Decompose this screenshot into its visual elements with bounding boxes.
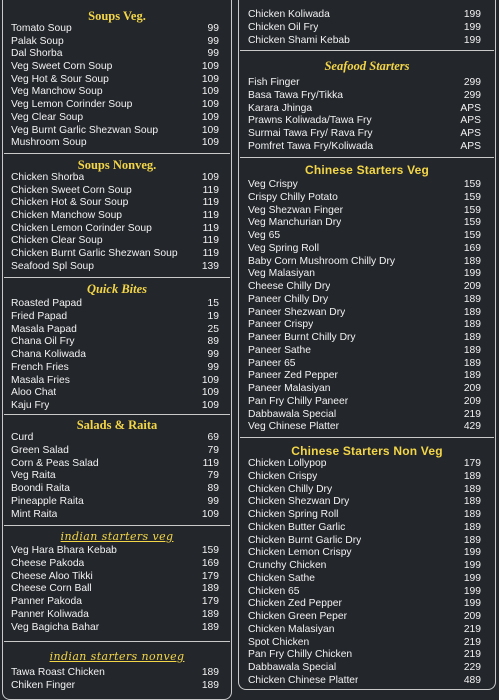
menu-item-name: Paneer Zed Pepper — [248, 370, 338, 382]
menu-item-row — [11, 470, 219, 483]
menu-column-left — [2, 0, 232, 700]
menu-item-price: 229 — [463, 662, 481, 673]
menu-item-row — [248, 230, 481, 243]
menu-item-price: 99 — [207, 48, 219, 60]
menu-item-name: Veg Spring Roll — [248, 242, 319, 254]
menu-item-name: Veg 65 — [248, 230, 281, 241]
menu-item-price: 99 — [207, 361, 219, 373]
menu-item-price: 119 — [202, 457, 219, 469]
menu-item-row — [11, 311, 219, 324]
menu-item-price: 139 — [201, 260, 219, 272]
section-title-soups-veg: Soups Veg. — [88, 9, 146, 23]
menu-item-name: Chicken Chinese Platter — [248, 674, 359, 686]
menu-item-name: Prawns Koliwada/Tawa Fry — [248, 115, 372, 127]
menu-item-name: Veg Raita — [11, 470, 56, 482]
menu-item-name: Veg Clear Soup — [11, 111, 84, 123]
menu-item-name: Kaju Fry — [11, 400, 50, 411]
section-title-chinese-starters-veg: Chinese Starters Veg — [304, 163, 430, 177]
menu-item-row — [11, 445, 219, 458]
menu-item-price: 109 — [201, 172, 219, 183]
menu-item-row — [11, 571, 219, 584]
menu-item-price: 15 — [207, 298, 219, 309]
menu-item-row — [248, 22, 481, 35]
menu-item-price: 189 — [201, 679, 219, 691]
menu-item-price: APS — [460, 128, 481, 139]
menu-item-row — [248, 535, 481, 548]
menu-item-row — [11, 23, 219, 36]
menu-item-row — [248, 471, 481, 484]
menu-item-row — [248, 624, 481, 637]
menu-item-name: Veg Sweet Corn Soup — [11, 61, 113, 73]
menu-item-row — [11, 362, 219, 375]
menu-item-row — [248, 90, 481, 103]
menu-item-price: 189 — [463, 344, 481, 356]
menu-item-name: Veg Burnt Garlic Shezwan Soup — [11, 124, 159, 136]
menu-item-row — [11, 609, 219, 622]
menu-item-price: 189 — [201, 608, 219, 620]
menu-item-row — [248, 205, 481, 218]
menu-item-row — [11, 298, 219, 311]
menu-item-name: Chicken Koliwada — [248, 9, 330, 20]
menu-item-row — [11, 583, 219, 596]
menu-item-name: Chicken Zed Pepper — [248, 598, 342, 610]
menu-item-row — [248, 141, 481, 154]
menu-item-price: 189 — [463, 483, 481, 495]
menu-item-row — [248, 294, 481, 307]
menu-item-price: 489 — [463, 674, 481, 686]
menu-item-price: 159 — [463, 179, 481, 190]
menu-item-name: Pineapple Raita — [11, 495, 84, 507]
menu-item-row — [11, 667, 219, 680]
menu-item-name: Chicken Sweet Corn Soup — [11, 184, 132, 196]
menu-item-price: 109 — [201, 111, 219, 123]
menu-item-name: Chicken Chilly Dry — [248, 483, 333, 495]
menu-item-name: Chana Koliwada — [11, 349, 86, 360]
menu-item-name: Chicken 65 — [248, 585, 300, 597]
menu-item-row — [248, 560, 481, 573]
menu-item-name: Chiken Finger — [11, 679, 76, 691]
menu-item-price: 189 — [463, 255, 481, 267]
menu-item-row — [11, 172, 219, 185]
menu-item-price: APS — [460, 115, 481, 127]
menu-item-row — [248, 332, 481, 345]
menu-item-name: Chicken Burnt Garlic Shezwan Soup — [11, 248, 178, 260]
menu-item-name: Dabbawala Special — [248, 408, 337, 420]
menu-item-price: 109 — [201, 374, 219, 386]
menu-item-row — [248, 396, 481, 409]
chinese-starters-nonveg-list — [239, 458, 495, 688]
menu-item-price: 109 — [201, 86, 219, 98]
menu-item-price: 89 — [207, 336, 219, 348]
menu-item-price: 299 — [463, 77, 481, 88]
menu-item-name: Crispy Chilly Potato — [248, 191, 338, 203]
menu-item-price: 169 — [463, 242, 481, 254]
menu-item-price: 99 — [207, 35, 219, 47]
menu-item-price: 189 — [463, 306, 481, 318]
menu-item-row — [11, 545, 219, 558]
menu-item-row — [11, 197, 219, 210]
menu-item-name: Masala Papad — [11, 323, 77, 335]
section-divider — [240, 437, 494, 438]
menu-item-name: French Fries — [11, 361, 69, 373]
menu-item-name: Surmai Tawa Fry/ Rava Fry — [248, 128, 373, 139]
menu-item-row — [248, 484, 481, 497]
menu-item-row — [248, 522, 481, 535]
menu-item-price: 189 — [463, 357, 481, 369]
quick-bites-list — [3, 298, 231, 413]
menu-item-row — [11, 36, 219, 49]
menu-item-name: Aloo Chat — [11, 387, 57, 399]
menu-item-name: Fish Finger — [248, 77, 300, 88]
menu-item-row — [248, 243, 481, 256]
menu-item-name: Veg Manchurian Dry — [248, 217, 342, 229]
menu-item-price: 99 — [207, 495, 219, 507]
menu-item-price: 79 — [207, 444, 219, 456]
menu-item-name: Chicken Lemon Corinder Soup — [11, 222, 152, 234]
menu-item-price: 189 — [463, 521, 481, 533]
menu-item-row — [248, 307, 481, 320]
section-divider — [240, 50, 494, 51]
menu-item-price: 99 — [207, 23, 219, 34]
menu-item-row — [11, 596, 219, 609]
menu-item-price: 199 — [463, 572, 481, 584]
menu-item-row — [11, 99, 219, 112]
menu-item-price: 219 — [463, 649, 481, 661]
menu-item-price: 119 — [202, 235, 219, 247]
menu-item-row — [11, 48, 219, 61]
menu-item-name: Veg Shezwan Finger — [248, 204, 344, 216]
menu-item-price: 199 — [463, 560, 481, 571]
menu-item-row — [248, 383, 481, 396]
soups-nonveg-list — [3, 172, 231, 274]
menu-item-row — [11, 235, 219, 248]
menu-item-price: 159 — [463, 191, 481, 203]
menu-item-name: Spot Chicken — [248, 636, 310, 648]
menu-item-name: Boondi Raita — [11, 483, 70, 495]
menu-item-name: Panner Pakoda — [11, 596, 82, 608]
menu-item-price: 109 — [201, 387, 219, 399]
menu-item-name: Veg Hara Bhara Kebab — [11, 545, 117, 556]
menu-item-name: Chicken Butter Garlic — [248, 521, 346, 533]
section-title-soups-nonveg: Soups Nonveg. — [77, 158, 157, 172]
menu-item-name: Chicken Sathe — [248, 572, 315, 584]
menu-item-row — [248, 637, 481, 650]
menu-item-row — [248, 319, 481, 332]
menu-item-name: Palak Soup — [11, 35, 64, 47]
menu-item-row — [11, 680, 219, 693]
menu-item-price: 119 — [202, 248, 219, 260]
menu-item-row — [11, 400, 219, 413]
menu-item-name: Karara Jhinga — [248, 102, 313, 114]
menu-item-price: 109 — [201, 137, 219, 149]
menu-item-price: 179 — [201, 596, 219, 608]
menu-item-row — [11, 349, 219, 362]
menu-item-row — [11, 458, 219, 471]
section-divider — [4, 414, 230, 415]
menu-item-row — [11, 387, 219, 400]
menu-item-name: Paneer Shezwan Dry — [248, 306, 346, 318]
menu-item-row — [11, 185, 219, 198]
menu-item-row — [11, 223, 219, 236]
menu-item-row — [248, 598, 481, 611]
menu-item-name: Cheese Chilly Dry — [248, 281, 331, 292]
section-divider — [4, 525, 230, 526]
menu-item-price: 119 — [202, 210, 219, 222]
menu-item-price: 199 — [463, 585, 481, 597]
menu-item-name: Mint Raita — [11, 508, 58, 520]
menu-column-right — [238, 0, 496, 690]
indian-starters-nonveg-list — [3, 667, 231, 693]
menu-item-row — [248, 358, 481, 371]
menu-item-price: 189 — [463, 470, 481, 482]
menu-item-name: Chicken Malasiyan — [248, 623, 335, 635]
menu-item-name: Pomfret Tawa Fry/Koliwada — [248, 140, 374, 152]
menu-item-price: 199 — [463, 21, 481, 33]
menu-item-price: 119 — [202, 197, 219, 209]
menu-item-name: Chicken Shorba — [11, 172, 85, 183]
menu-item-row — [11, 483, 219, 496]
menu-item-row — [248, 35, 481, 48]
menu-item-price: 109 — [201, 124, 219, 136]
menu-item-name: Cheese Corn Ball — [11, 583, 92, 595]
section-divider — [4, 153, 230, 154]
menu-item-row — [11, 509, 219, 522]
menu-item-price: 89 — [207, 483, 219, 495]
menu-item-name: Paneer Crispy — [248, 319, 314, 331]
menu-item-name: Tomato Soup — [11, 23, 72, 34]
menu-item-row — [11, 125, 219, 138]
menu-item-name: Paneer Burnt Chilly Dry — [248, 332, 356, 343]
menu-item-price: 219 — [463, 408, 481, 420]
menu-item-name: Fried Papad — [11, 310, 68, 322]
menu-item-row — [248, 192, 481, 205]
section-title-indian-starters-veg: indian starters veg — [60, 530, 174, 543]
menu-item-row — [248, 649, 481, 662]
menu-item-price: APS — [460, 102, 481, 114]
chicken-items-continued-list — [239, 9, 495, 47]
menu-item-row — [11, 496, 219, 509]
menu-item-name: Dal Shorba — [11, 48, 63, 60]
menu-item-price: 179 — [201, 570, 219, 582]
menu-item-name: Seafood Spl Soup — [11, 260, 95, 272]
menu-item-row — [11, 558, 219, 571]
menu-item-row — [11, 74, 219, 87]
menu-item-row — [248, 281, 481, 294]
menu-item-price: 209 — [463, 395, 481, 407]
menu-item-name: Masala Fries — [11, 374, 70, 386]
menu-item-price: 189 — [463, 370, 481, 382]
menu-item-row — [248, 586, 481, 599]
soups-veg-list — [3, 23, 231, 150]
menu-item-name: Corn & Peas Salad — [11, 457, 99, 469]
menu-item-name: Chicken Clear Soup — [11, 235, 103, 247]
menu-item-name: Chicken Oil Fry — [248, 21, 319, 33]
menu-item-price: 159 — [463, 204, 481, 216]
menu-item-price: 109 — [201, 99, 219, 111]
menu-item-price: 189 — [463, 509, 481, 520]
menu-item-row — [11, 432, 219, 445]
menu-item-row — [248, 496, 481, 509]
menu-item-price: 299 — [463, 89, 481, 101]
menu-item-name: Veg Bagicha Bahar — [11, 621, 100, 633]
menu-item-name: Cheese Aloo Tikki — [11, 570, 93, 582]
menu-item-name: Pan Fry Chilly Chicken — [248, 649, 353, 661]
menu-item-name: Green Salad — [11, 444, 69, 456]
section-title-chinese-starters-nonveg: Chinese Starters Non Veg — [291, 444, 443, 458]
menu-item-row — [248, 268, 481, 281]
menu-item-row — [248, 370, 481, 383]
menu-item-price: 209 — [463, 611, 481, 622]
menu-item-name: Paneer Sathe — [248, 344, 311, 356]
menu-item-row — [248, 509, 481, 522]
menu-item-price: 159 — [463, 230, 481, 241]
menu-item-price: 159 — [201, 545, 219, 556]
menu-item-name: Veg Crispy — [248, 179, 298, 190]
menu-item-row — [248, 128, 481, 141]
menu-item-row — [248, 256, 481, 269]
menu-item-name: Baby Corn Mushroom Chilly Dry — [248, 255, 396, 267]
menu-item-price: 109 — [201, 400, 219, 411]
indian-starters-veg-list — [3, 545, 231, 635]
menu-item-row — [248, 458, 481, 471]
menu-item-name: Chicken Hot & Sour Soup — [11, 197, 129, 209]
menu-item-row — [11, 112, 219, 125]
menu-item-price: 109 — [201, 73, 219, 85]
menu-item-name: Paneer 65 — [248, 357, 296, 369]
section-divider — [240, 157, 494, 158]
section-divider — [4, 641, 230, 642]
menu-item-name: Crunchy Chicken — [248, 560, 327, 571]
menu-item-price: 159 — [463, 217, 481, 229]
menu-item-row — [248, 77, 481, 90]
menu-item-name: Chicken Manchow Soup — [11, 210, 123, 222]
menu-item-row — [248, 662, 481, 675]
menu-item-row — [248, 179, 481, 192]
menu-item-name: Tawa Roast Chicken — [11, 667, 105, 678]
menu-item-price: 209 — [463, 281, 481, 292]
menu-item-row — [11, 324, 219, 337]
menu-item-price: 19 — [207, 310, 219, 322]
menu-item-price: 99 — [207, 349, 219, 360]
menu-item-name: Chana Oil Fry — [11, 336, 75, 348]
menu-item-row — [248, 421, 481, 434]
menu-item-row — [11, 86, 219, 99]
menu-item-price: 219 — [463, 636, 481, 648]
menu-item-price: 25 — [207, 323, 219, 335]
menu-item-name: Veg Chinese Platter — [248, 421, 340, 433]
menu-item-row — [11, 375, 219, 388]
menu-item-row — [248, 345, 481, 358]
menu-item-row — [248, 675, 481, 688]
menu-item-name: Veg Hot & Sour Soup — [11, 73, 109, 85]
section-divider — [4, 277, 230, 278]
menu-item-name: Panner Koliwada — [11, 608, 89, 620]
menu-item-price: 189 — [201, 621, 219, 633]
menu-item-name: Pan Fry Chilly Paneer — [248, 395, 349, 407]
menu-item-name: Veg Malasiyan — [248, 268, 315, 280]
section-title-indian-starters-nonveg: indian starters nonveg — [49, 650, 185, 663]
salads-raita-list — [3, 432, 231, 522]
menu-item-price: 189 — [463, 534, 481, 546]
menu-item-price: 169 — [201, 557, 219, 569]
menu-item-price: 189 — [201, 583, 219, 595]
menu-item-row — [248, 115, 481, 128]
menu-item-price: 189 — [463, 332, 481, 343]
menu-item-price: 189 — [463, 496, 481, 508]
menu-item-name: Chicken Green Peper — [248, 611, 348, 622]
menu-item-name: Curd — [11, 432, 34, 443]
menu-item-row — [11, 622, 219, 635]
menu-item-price: 189 — [463, 293, 481, 305]
section-title-seafood-starters: Seafood Starters — [324, 59, 410, 73]
menu-item-row — [11, 248, 219, 261]
menu-item-price: 189 — [463, 319, 481, 331]
menu-item-price: 119 — [202, 222, 219, 234]
menu-item-price: APS — [460, 140, 481, 152]
menu-item-price: 199 — [463, 598, 481, 610]
menu-item-row — [11, 261, 219, 274]
chinese-starters-veg-list — [239, 179, 495, 434]
menu-item-name: Chicken Lemon Crispy — [248, 547, 352, 559]
menu-item-name: Chicken Spring Roll — [248, 509, 339, 520]
menu-item-price: 199 — [463, 34, 481, 46]
menu-item-name: Mushroom Soup — [11, 137, 87, 149]
menu-item-name: Veg Lemon Corinder Soup — [11, 99, 133, 111]
menu-item-row — [248, 611, 481, 624]
menu-item-price: 69 — [207, 432, 219, 443]
menu-item-row — [11, 210, 219, 223]
menu-item-name: Chicken Shami Kebab — [248, 34, 350, 46]
menu-item-row — [11, 137, 219, 150]
menu-item-price: 79 — [207, 470, 219, 482]
menu-item-name: Roasted Papad — [11, 298, 82, 309]
section-title-salads-raita: Salads & Raita — [76, 418, 158, 432]
menu-item-price: 109 — [201, 508, 219, 520]
menu-item-row — [11, 336, 219, 349]
menu-item-row — [248, 9, 481, 22]
section-title-quick-bites: Quick Bites — [86, 282, 148, 296]
menu-item-row — [248, 217, 481, 230]
menu-item-price: 189 — [201, 667, 219, 678]
menu-item-name: Veg Manchow Soup — [11, 86, 103, 98]
menu-item-name: Dabbawala Special — [248, 662, 337, 673]
menu-item-row — [248, 103, 481, 116]
seafood-starters-list — [239, 77, 495, 154]
menu-item-name: Chicken Shezwan Dry — [248, 496, 350, 508]
menu-item-price: 179 — [463, 458, 481, 469]
menu-item-price: 199 — [463, 268, 481, 280]
menu-item-price: 199 — [463, 9, 481, 20]
menu-item-name: Chicken Crispy — [248, 470, 318, 482]
menu-item-price: 429 — [463, 421, 481, 433]
menu-item-price: 119 — [202, 184, 219, 196]
menu-item-name: Paneer Malasiyan — [248, 383, 331, 394]
menu-item-row — [248, 409, 481, 422]
menu-item-price: 219 — [463, 623, 481, 635]
menu-item-name: Chicken Burnt Garlic Dry — [248, 534, 362, 546]
menu-item-price: 199 — [463, 547, 481, 559]
menu-item-name: Cheese Pakoda — [11, 557, 85, 569]
menu-item-row — [248, 547, 481, 560]
menu-item-price: 109 — [201, 61, 219, 73]
menu-item-name: Chicken Lollypop — [248, 458, 327, 469]
menu-item-row — [248, 573, 481, 586]
menu-item-name: Basa Tawa Fry/Tikka — [248, 89, 343, 101]
menu-item-price: 209 — [463, 383, 481, 394]
menu-item-name: Paneer Chilly Dry — [248, 293, 329, 305]
menu-item-row — [11, 61, 219, 74]
